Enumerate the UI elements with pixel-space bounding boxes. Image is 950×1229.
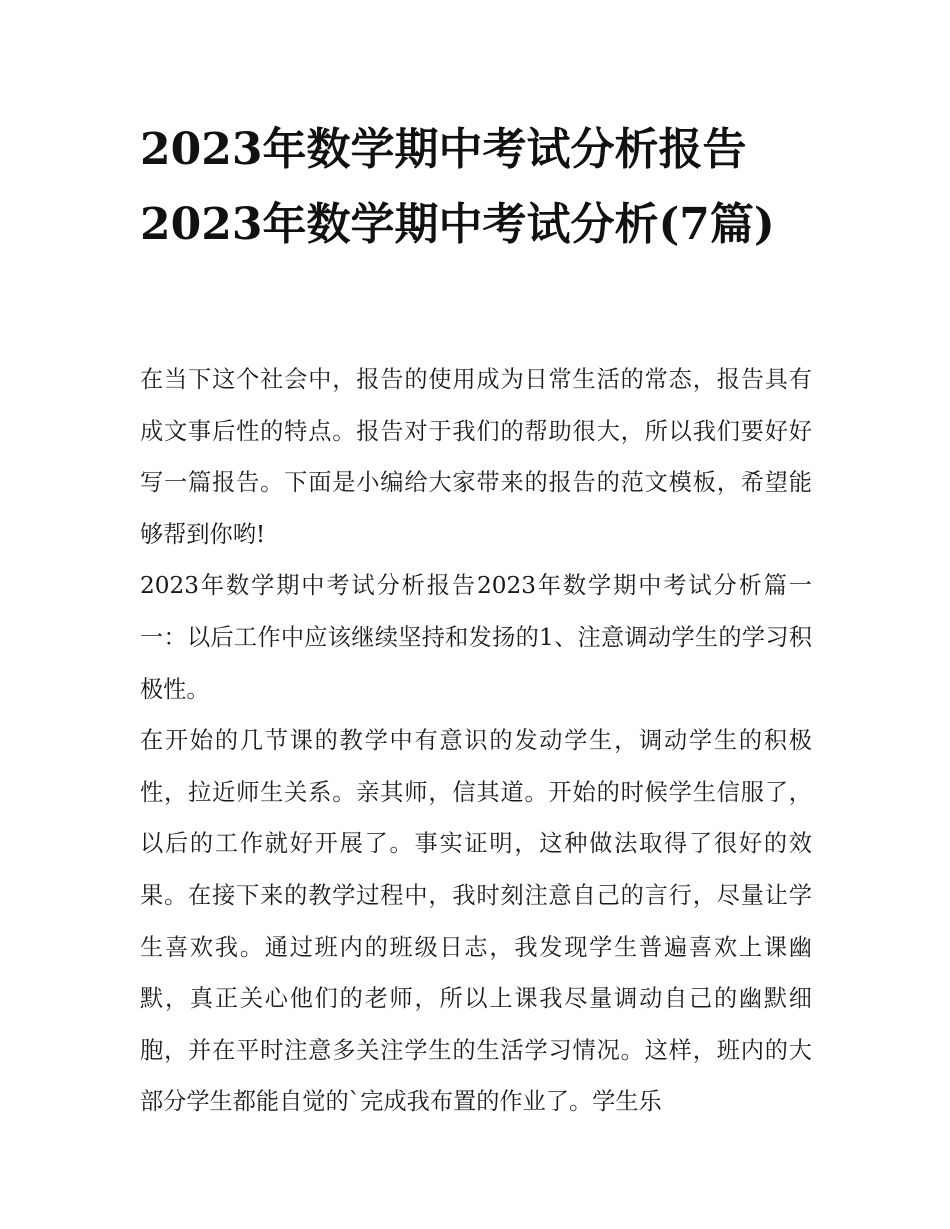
body-paragraph: 2023年数学期中考试分析报告2023年数学期中考试分析篇一一：以后工作中应该继续坚持和发扬的1、注意调动学生的学习积极性。 [140,572,812,703]
document-title: 2023年数学期中考试分析报告2023年数学期中考试分析(7篇) [140,124,775,250]
body-paragraph: 在开始的几节课的教学中有意识的发动学生，调动学生的积极性，拉近师生关系。亲其师，信其道。开始的时候学生信服了，以后的工作就好开展了。事实证明，这种做法取得了很好的效果。在接下来的教学过程中，我时刻注意自己的言行，尽量让学生喜欢我。通过班内的班级日志，我发现学生普遍喜欢上课幽默，真正关心他们的老师，所以上课我尽量调动自己的幽默细胞，并在平时注意多关注学生的生活学习情况。这样，班内的大部分学生都能自觉的`完成我布置的作业了。学生乐 [140,727,812,1116]
body-paragraph: 在当下这个社会中，报告的使用成为日常生活的常态，报告具有成文事后性的特点。报告对于我们的帮助很大，所以我们要好好写一篇报告。下面是小编给大家带来的报告的范文模板，希望能够帮到你哟! [140,366,812,548]
document-body [140,354,812,1128]
